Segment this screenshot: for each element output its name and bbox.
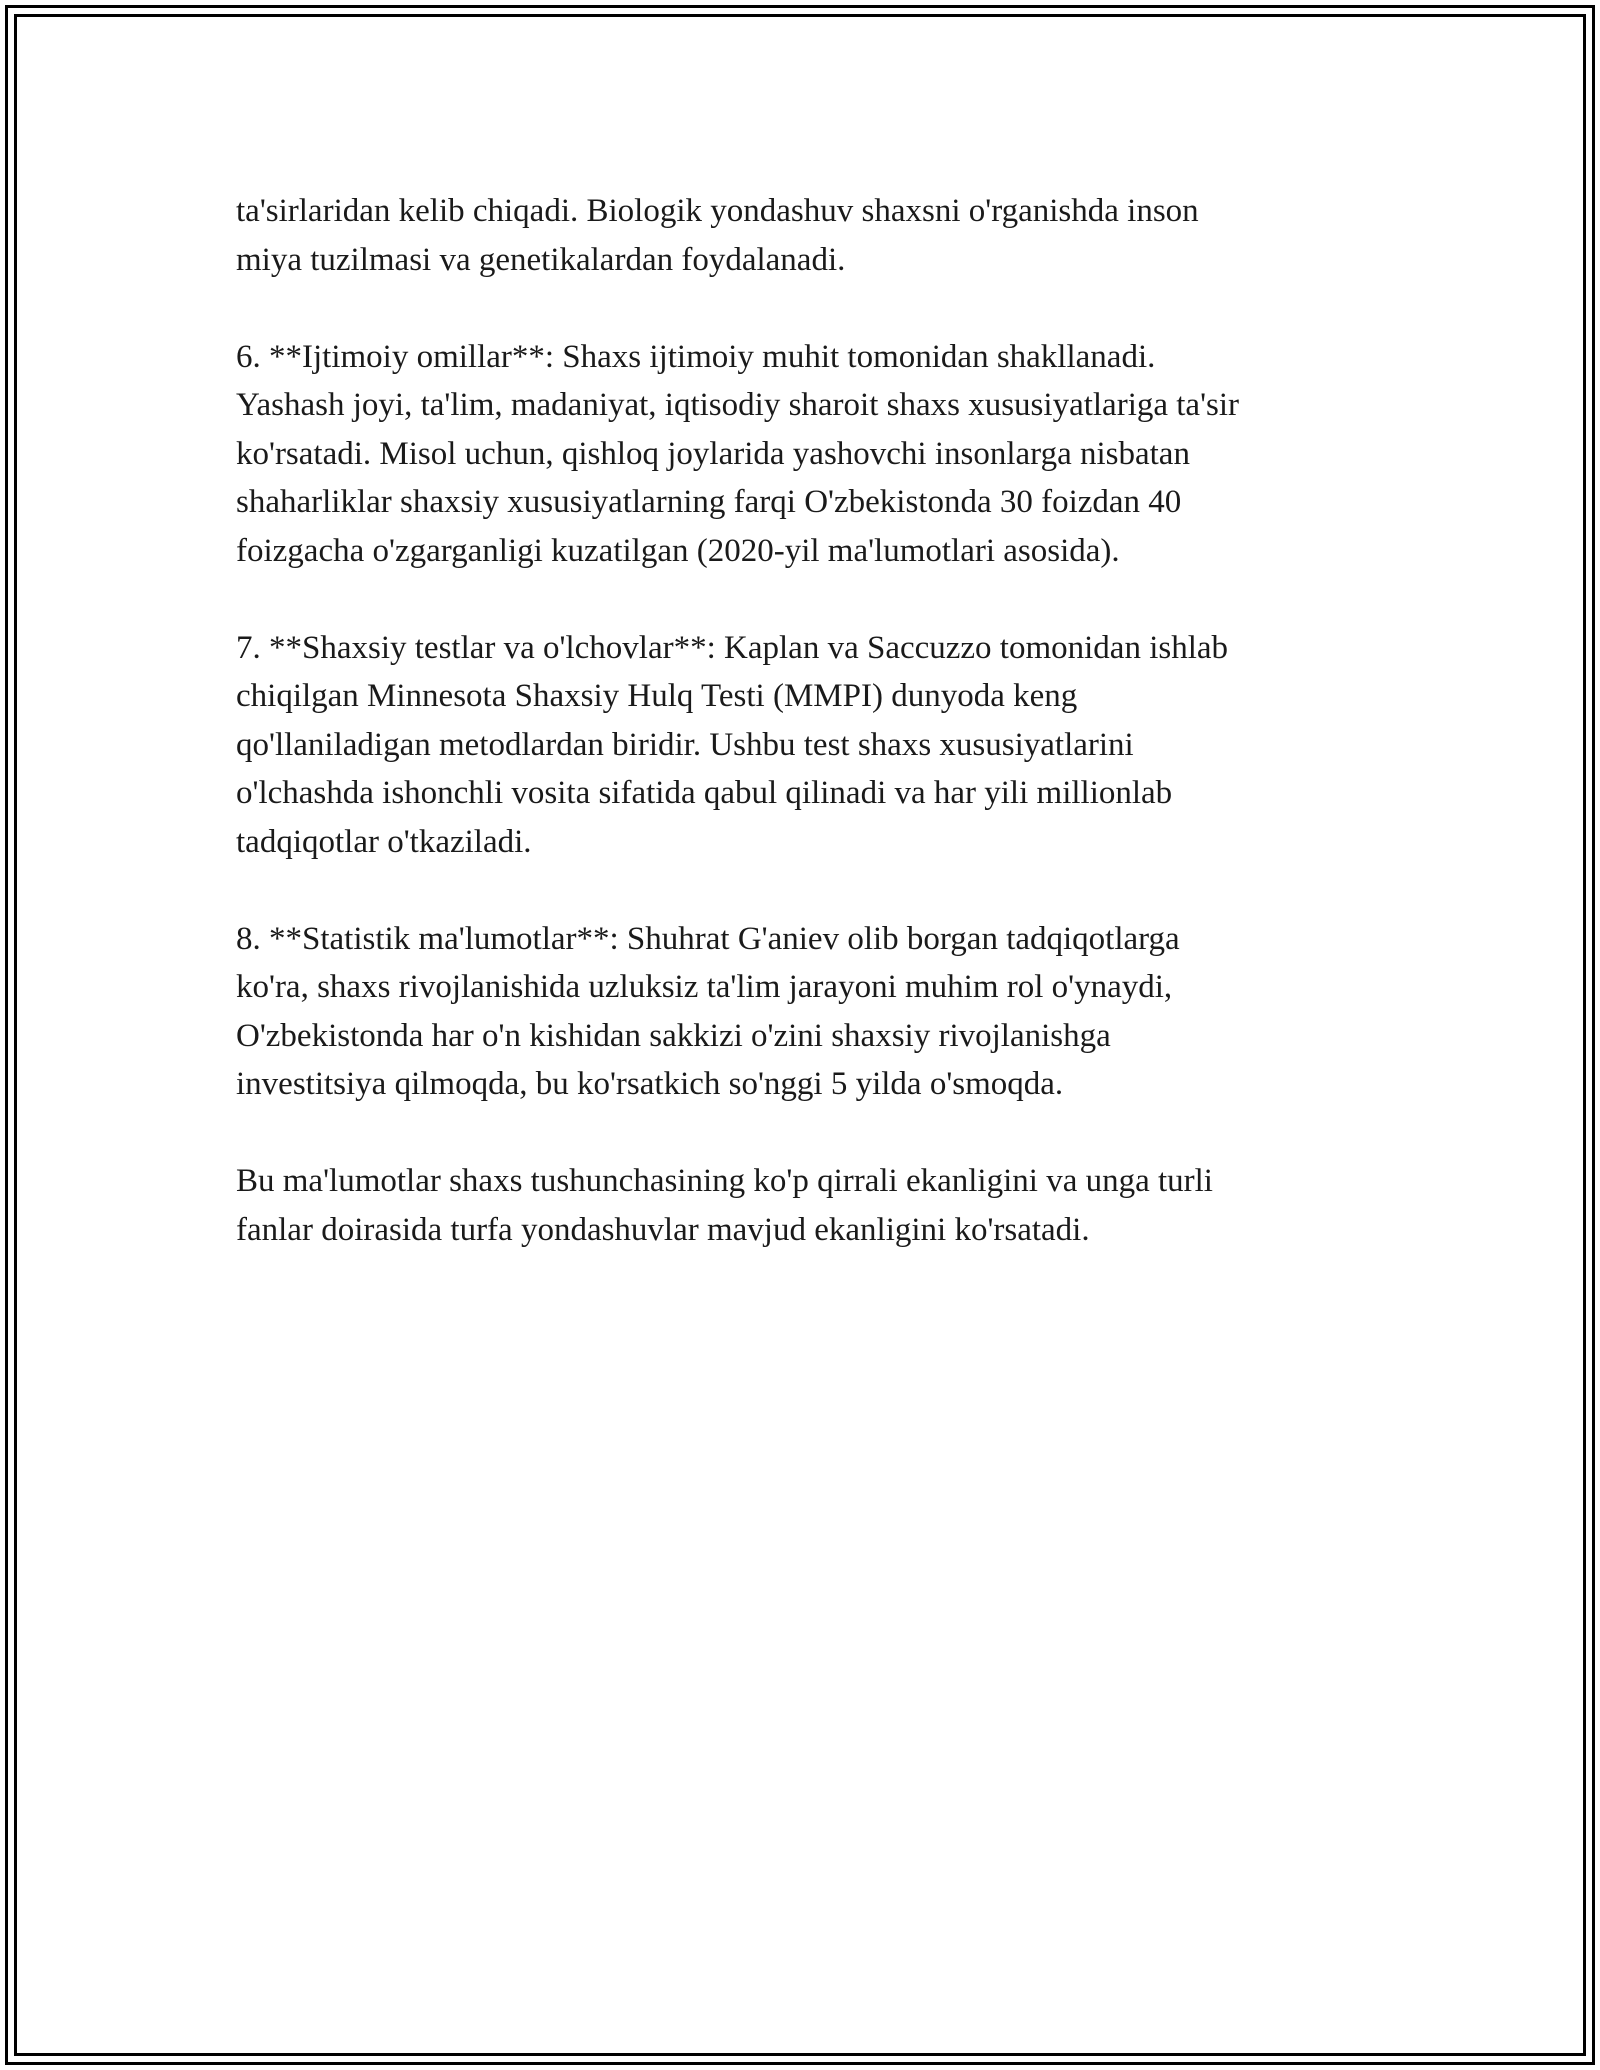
paragraph-conclusion: Bu ma'lumotlar shaxs tushunchasining ko'p qirrali ekanligini va unga turli fanlar doirasida turfa yondashuvlar mavjud ekanligini ko'rsatadi.	[236, 1163, 1213, 1248]
document-body	[236, 187, 1366, 1303]
paragraph-social-factors: 6. **Ijtimoiy omillar**: Shaxs ijtimoiy muhit tomonidan shakllanadi. Yashash joyi, ta'lim, madaniyat, iqtisodiy sharoit shaxs xususiyatlariga ta'sir ko'rsatadi. Misol uchun, qishloq joylarida yashovchi insonlarga nisbatan shaharliklar shaxsiy xususiyatlarning farqi O'zbekistonda 30 foizdan 40 foizgacha o'zgarganligi kuzatilgan (2020-yil ma'lumotlari asosida).	[236, 338, 1240, 569]
paragraph-statistics: 8. **Statistik ma'lumotlar**: Shuhrat G'aniev olib borgan tadqiqotlarga ko'ra, shaxs rivojlanishida uzluksiz ta'lim jarayoni muhim rol o'ynaydi, O'zbekistonda har o'n kishidan sakkizi o'zini shaxsiy rivojlanishga investitsiya qilmoqda, bu ko'rsatkich so'nggi 5 yilda o'smoqda.	[236, 920, 1180, 1102]
paragraph-biological-continuation: ta'sirlaridan kelib chiqadi. Biologik yondashuv shaxsni o'rganishda inson miya tuzilmasi va genetikalardan foydalanadi.	[236, 193, 1199, 278]
paragraph-personality-tests: 7. **Shaxsiy testlar va o'lchovlar**: Kaplan va Saccuzzo tomonidan ishlab chiqilgan Minnesota Shaxsiy Hulq Testi (MMPI) dunyoda keng qo'llaniladigan metodlardan biridir. Ushbu test shaxs xususiyatlarini o'lchashda ishonchli vosita sifatida qabul qilinadi va har yili millionlab tadqiqotlar o'tkaziladi.	[236, 629, 1229, 860]
